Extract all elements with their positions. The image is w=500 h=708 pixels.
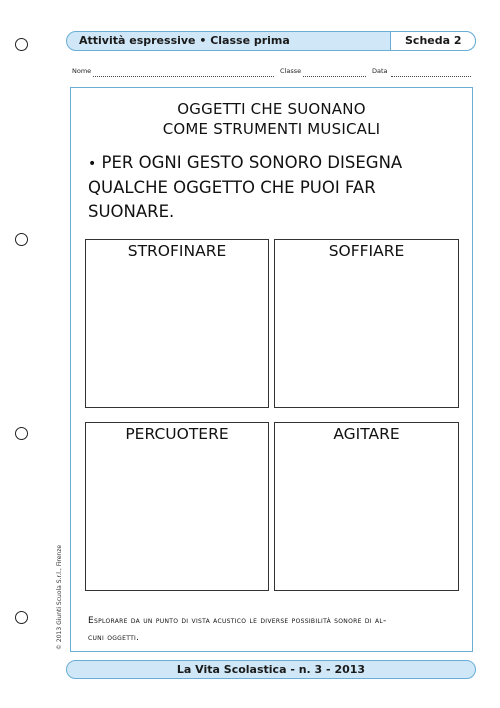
copyright-notice: © 2013 Giunti Scuola S.r.l., Firenze <box>56 544 63 650</box>
binder-hole-2 <box>15 233 28 246</box>
drawing-box-strofinare[interactable] <box>85 239 269 408</box>
binder-hole-3 <box>15 427 28 440</box>
drawing-box-percuotere[interactable] <box>85 422 269 591</box>
objective-note: Esplorare da un punto di vista acustico le diverse possibilità sonore di al- cuni oggetti. <box>88 616 387 643</box>
name-field-label: Nome <box>72 67 92 75</box>
box-label-agitare: AGITARE <box>333 425 400 443</box>
footer-bar <box>66 660 476 679</box>
sheet-label: Scheda 2 <box>405 34 462 47</box>
worksheet-title-line1: OGGETTI CHE SUONANO <box>177 100 366 118</box>
date-field-label: Data <box>372 67 388 75</box>
binder-hole-1 <box>15 38 28 51</box>
drawing-box-soffiare[interactable] <box>274 239 459 408</box>
class-field-label: Classe <box>280 67 302 75</box>
sheet-tab <box>390 31 476 51</box>
instruction-text: • PER OGNI GESTO SONORO DISEGNA QUALCHE OGGETTO CHE PUOI FAR SUONARE. <box>88 153 403 221</box>
header-bar <box>66 31 476 51</box>
class-field-line[interactable] <box>303 76 366 77</box>
header-title: Attività espressive • Classe prima <box>79 34 290 47</box>
footer-label: La Vita Scolastica - n. 3 - 2013 <box>176 663 366 676</box>
box-label-strofinare: STROFINARE <box>127 242 227 260</box>
box-label-soffiare: SOFFIARE <box>328 242 405 260</box>
drawing-box-agitare[interactable] <box>274 422 459 591</box>
name-field-line[interactable] <box>93 76 274 77</box>
binder-hole-4 <box>15 611 28 624</box>
bullet-icon: • <box>88 156 97 172</box>
box-label-percuotere: PERCUOTERE <box>125 425 229 443</box>
date-field-line[interactable] <box>391 76 471 77</box>
worksheet-title-line2: COME STRUMENTI MUSICALI <box>162 120 381 138</box>
